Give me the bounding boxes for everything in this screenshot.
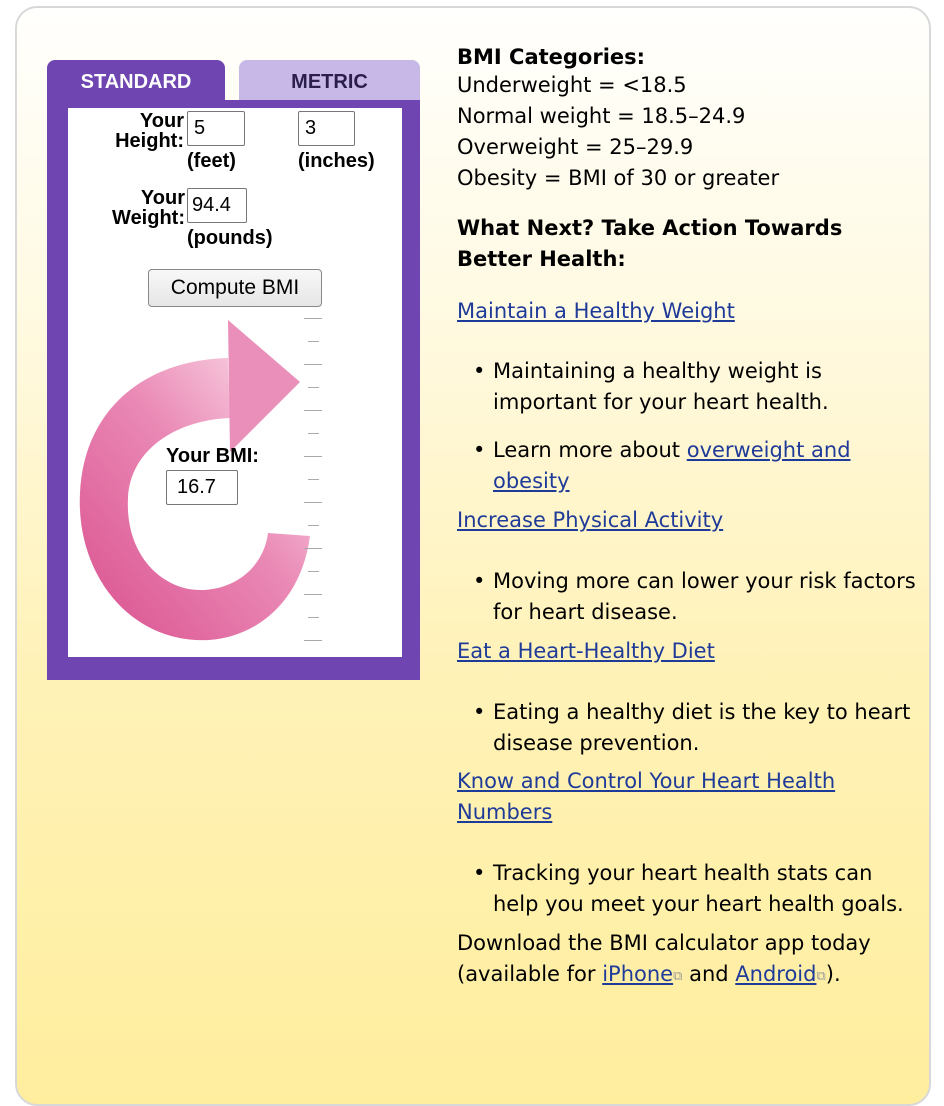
category-underweight: Underweight = <18.5 xyxy=(457,73,687,97)
what-next-heading: What Next? Take Action Towards Better Health: xyxy=(457,216,843,271)
bmi-categories-heading: BMI Categories: xyxy=(457,45,646,69)
scale-tick xyxy=(304,410,322,411)
download-open: (available for xyxy=(457,962,603,986)
calculator-panel xyxy=(68,108,402,657)
download-line: Download the BMI calculator app today xyxy=(457,931,871,955)
scale-tick xyxy=(308,479,319,480)
link-android[interactable]: Android xyxy=(735,962,817,986)
scale-tick xyxy=(308,433,319,434)
external-link-icon: ⧉ xyxy=(673,969,683,984)
download-and: and xyxy=(682,962,736,986)
weight-input[interactable]: 94.4 xyxy=(187,188,247,223)
download-close: ). xyxy=(825,962,841,986)
bullet-prefix: Learn more about xyxy=(493,438,687,462)
weight-label-line2: Weight: xyxy=(112,207,185,229)
pounds-unit-label: (pounds) xyxy=(187,227,273,249)
height-label xyxy=(88,111,184,151)
scale-tick xyxy=(304,548,322,549)
scale-tick xyxy=(304,640,322,641)
list-item: • Moving more can lower your risk factors for heart disease. xyxy=(457,566,917,628)
list-item: • Tracking your heart health stats can help you meet your heart health goals. xyxy=(457,858,917,920)
scale-tick xyxy=(308,617,319,618)
category-obesity: Obesity = BMI of 30 or greater xyxy=(457,166,780,190)
weight-label-line1: Your xyxy=(140,187,185,209)
scale-tick xyxy=(304,502,322,503)
external-link-icon: ⧉ xyxy=(816,969,826,984)
calculator-frame xyxy=(47,100,420,680)
link-eat-heart-healthy-diet[interactable]: Eat a Heart-Healthy Diet xyxy=(457,639,715,663)
feet-unit-label: (feet) xyxy=(187,150,236,172)
link-overweight-and-obesity[interactable]: overweight and obesity xyxy=(493,438,851,493)
inches-unit-label: (inches) xyxy=(298,150,375,172)
link-iphone[interactable]: iPhone xyxy=(602,962,674,986)
link-maintain-healthy-weight[interactable]: Maintain a Healthy Weight xyxy=(457,299,735,323)
weight-label xyxy=(68,188,185,228)
category-normal: Normal weight = 18.5–24.9 xyxy=(457,104,746,128)
scale-tick xyxy=(304,594,322,595)
list-item: • Eating a healthy diet is the key to heart disease prevention. xyxy=(457,697,917,759)
category-overweight: Overweight = 25–29.9 xyxy=(457,135,694,159)
arrow-head xyxy=(228,320,300,452)
scale-tick xyxy=(304,364,322,365)
scale-tick xyxy=(308,387,319,388)
scale-tick xyxy=(304,456,322,457)
height-label-line1: Your xyxy=(139,110,184,132)
inches-input[interactable]: 3 xyxy=(298,111,355,146)
download-platforms xyxy=(457,959,841,992)
scale-tick xyxy=(304,318,322,319)
link-increase-physical-activity[interactable]: Increase Physical Activity xyxy=(457,508,724,532)
bmi-result-field[interactable]: 16.7 xyxy=(166,470,238,505)
link-heart-health-numbers[interactable]: Know and Control Your Heart Health Numbers xyxy=(457,769,836,824)
bmi-scale xyxy=(304,318,324,657)
scale-tick xyxy=(308,571,319,572)
feet-input[interactable]: 5 xyxy=(187,111,245,146)
tab-standard[interactable]: STANDARD xyxy=(47,60,225,104)
bmi-result-label: Your BMI: xyxy=(166,445,259,467)
height-label-line2: Height: xyxy=(115,130,184,152)
list-item: • Maintaining a healthy weight is important for your heart health. xyxy=(457,356,917,418)
list-item xyxy=(457,435,917,497)
scale-tick xyxy=(308,525,319,526)
tab-metric[interactable]: METRIC xyxy=(239,60,420,104)
bmi-calculator xyxy=(47,60,420,680)
scale-tick xyxy=(308,341,319,342)
compute-bmi-button[interactable]: Compute BMI xyxy=(148,269,322,307)
